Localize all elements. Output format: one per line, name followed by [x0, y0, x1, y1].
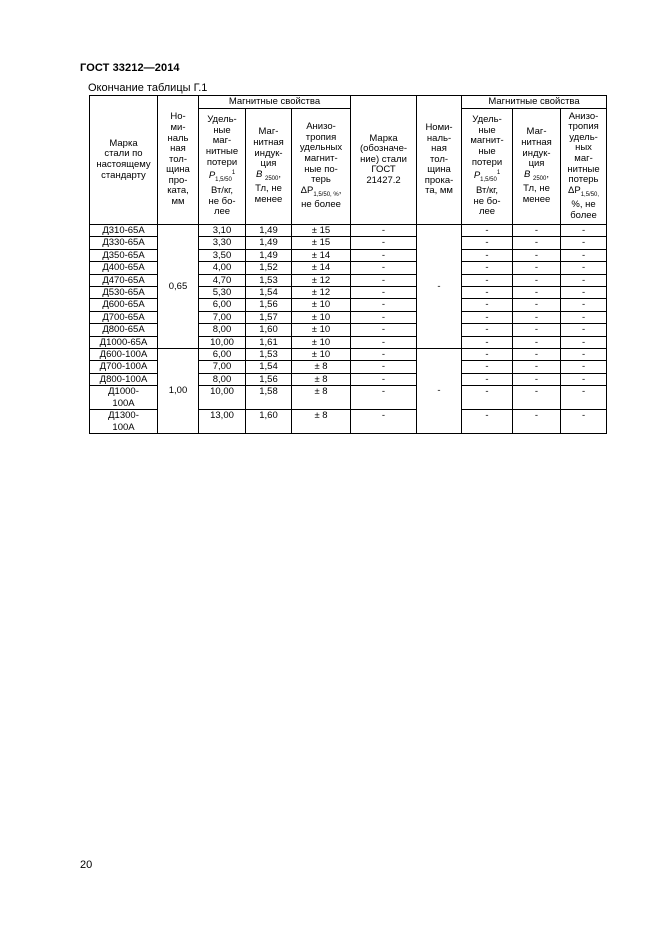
cell-gost-grade: - [351, 361, 417, 373]
cell-gost-anisotropy: - [561, 311, 607, 323]
col-header-gost-induction: Маг- нитная индук- ция B $_{2500}$, Тл, не менее [513, 109, 561, 225]
table-row [90, 349, 607, 361]
cell-gost-loss: - [462, 299, 513, 311]
cell-loss: 3,10 [199, 225, 246, 237]
cell-gost-induction: - [513, 274, 561, 286]
col-header-gost-grade: Марка (обозначе- ние) стали ГОСТ 21427.2 [351, 96, 417, 225]
cell-grade: Д1000- 100А [90, 386, 158, 410]
cell-gost-loss: - [462, 287, 513, 299]
cell-grade: Д600-65А [90, 299, 158, 311]
cell-gost-induction: - [513, 361, 561, 373]
cell-anisotropy: ± 10 [292, 336, 351, 348]
cell-gost-anisotropy: - [561, 287, 607, 299]
cell-grade: Д330-65А [90, 237, 158, 249]
table-body [90, 225, 607, 434]
cell-thickness: 1,00 [158, 349, 199, 434]
cell-grade: Д1300- 100А [90, 410, 158, 434]
cell-gost-anisotropy: - [561, 249, 607, 261]
cell-gost-induction: - [513, 386, 561, 410]
cell-grade: Д800-65А [90, 324, 158, 336]
steel-properties-table [89, 95, 607, 434]
cell-gost-grade: - [351, 274, 417, 286]
cell-gost-grade: - [351, 237, 417, 249]
cell-gost-loss: - [462, 262, 513, 274]
cell-gost-grade: - [351, 262, 417, 274]
cell-gost-induction: - [513, 373, 561, 385]
table-row [90, 225, 607, 237]
cell-induction: 1,61 [246, 336, 292, 348]
cell-gost-anisotropy: - [561, 361, 607, 373]
cell-loss: 5,30 [199, 287, 246, 299]
group-header-magnetic-left: Магнитные свойства [199, 96, 351, 109]
cell-gost-grade: - [351, 336, 417, 348]
cell-induction: 1,60 [246, 324, 292, 336]
cell-gost-loss: - [462, 373, 513, 385]
cell-gost-anisotropy: - [561, 262, 607, 274]
cell-grade: Д700-65А [90, 311, 158, 323]
cell-grade: Д600-100А [90, 349, 158, 361]
cell-grade: Д700-100А [90, 361, 158, 373]
cell-gost-anisotropy: - [561, 324, 607, 336]
cell-gost-anisotropy: - [561, 349, 607, 361]
group-header-magnetic-right: Магнитные свойства [462, 96, 607, 109]
document-title: ГОСТ 33212—2014 [80, 62, 180, 74]
col-header-gost-anisotropy: Анизо- тропия удель- ных маг- нитные потерь $\Delta P_{1,5/50,}$ %, не более [561, 109, 607, 225]
cell-anisotropy: ± 8 [292, 361, 351, 373]
cell-gost-anisotropy: - [561, 410, 607, 434]
cell-loss: 6,00 [199, 299, 246, 311]
cell-induction: 1,53 [246, 349, 292, 361]
cell-gost-anisotropy: - [561, 299, 607, 311]
table-caption: Окончание таблицы Г.1 [88, 82, 208, 94]
cell-induction: 1,49 [246, 237, 292, 249]
cell-gost-grade: - [351, 349, 417, 361]
cell-gost-induction: - [513, 262, 561, 274]
cell-anisotropy: ± 8 [292, 373, 351, 385]
cell-anisotropy: ± 8 [292, 386, 351, 410]
cell-induction: 1,57 [246, 311, 292, 323]
cell-anisotropy: ± 14 [292, 249, 351, 261]
cell-gost-anisotropy: - [561, 373, 607, 385]
cell-gost-grade: - [351, 410, 417, 434]
cell-induction: 1,49 [246, 225, 292, 237]
cell-gost-loss: - [462, 274, 513, 286]
cell-induction: 1,56 [246, 299, 292, 311]
cell-anisotropy: ± 12 [292, 274, 351, 286]
cell-induction: 1,49 [246, 249, 292, 261]
cell-grade: Д1000-65А [90, 336, 158, 348]
cell-gost-induction: - [513, 249, 561, 261]
cell-gost-anisotropy: - [561, 274, 607, 286]
cell-gost-grade: - [351, 373, 417, 385]
cell-loss: 3,50 [199, 249, 246, 261]
cell-loss: 3,30 [199, 237, 246, 249]
cell-induction: 1,54 [246, 287, 292, 299]
cell-gost-anisotropy: - [561, 225, 607, 237]
cell-anisotropy: ± 8 [292, 410, 351, 434]
cell-loss: 13,00 [199, 410, 246, 434]
cell-gost-induction: - [513, 237, 561, 249]
cell-thickness: 0,65 [158, 225, 199, 349]
cell-gost-induction: - [513, 299, 561, 311]
cell-anisotropy: ± 10 [292, 299, 351, 311]
cell-gost-loss: - [462, 311, 513, 323]
cell-loss: 6,00 [199, 349, 246, 361]
cell-grade: Д800-100А [90, 373, 158, 385]
cell-gost-thickness: - [417, 349, 462, 434]
cell-gost-induction: - [513, 324, 561, 336]
cell-gost-anisotropy: - [561, 386, 607, 410]
cell-anisotropy: ± 10 [292, 311, 351, 323]
cell-induction: 1,58 [246, 386, 292, 410]
cell-gost-induction: - [513, 225, 561, 237]
cell-grade: Д310-65А [90, 225, 158, 237]
cell-anisotropy: ± 14 [292, 262, 351, 274]
cell-gost-grade: - [351, 311, 417, 323]
col-header-grade: Марка стали по настоящему стандарту [90, 96, 158, 225]
cell-induction: 1,56 [246, 373, 292, 385]
cell-grade: Д350-65А [90, 249, 158, 261]
cell-gost-grade: - [351, 386, 417, 410]
cell-gost-induction: - [513, 349, 561, 361]
col-header-anisotropy: Анизо- тропия удельных магнит- ные по- терь $\Delta P_{1,5/50, \%}$, не более [292, 109, 351, 225]
cell-gost-grade: - [351, 287, 417, 299]
cell-gost-thickness: - [417, 225, 462, 349]
cell-gost-loss: - [462, 410, 513, 434]
cell-gost-grade: - [351, 249, 417, 261]
cell-loss: 7,00 [199, 361, 246, 373]
cell-grade: Д530-65А [90, 287, 158, 299]
cell-loss: 4,70 [199, 274, 246, 286]
cell-gost-anisotropy: - [561, 237, 607, 249]
cell-gost-induction: - [513, 287, 561, 299]
cell-loss: 4,00 [199, 262, 246, 274]
cell-grade: Д400-65А [90, 262, 158, 274]
cell-gost-loss: - [462, 237, 513, 249]
cell-loss: 8,00 [199, 324, 246, 336]
cell-anisotropy: ± 10 [292, 349, 351, 361]
cell-grade: Д470-65А [90, 274, 158, 286]
cell-gost-loss: - [462, 361, 513, 373]
cell-anisotropy: ± 15 [292, 237, 351, 249]
cell-gost-loss: - [462, 336, 513, 348]
cell-gost-grade: - [351, 324, 417, 336]
cell-anisotropy: ± 12 [292, 287, 351, 299]
col-header-thickness: Но- ми- наль ная тол- щина про- ката, мм [158, 96, 199, 225]
cell-induction: 1,60 [246, 410, 292, 434]
cell-gost-loss: - [462, 349, 513, 361]
col-header-induction: Маг- нитная индук- ция B $_{2500}$, Тл, не менее [246, 109, 292, 225]
cell-induction: 1,52 [246, 262, 292, 274]
cell-gost-loss: - [462, 225, 513, 237]
col-header-gost-loss: Удель- ные магнит- ные потери $P_{1,5/50}^1$ Вт/кг, не бо- лее [462, 109, 513, 225]
cell-induction: 1,54 [246, 361, 292, 373]
cell-gost-loss: - [462, 249, 513, 261]
col-header-loss: Удель- ные маг- нитные потери $P_{1,5/50}^1$ Вт/кг, не бо- лее [199, 109, 246, 225]
cell-loss: 7,00 [199, 311, 246, 323]
col-header-gost-thickness: Номи- наль- ная тол- щина прока- та, мм [417, 96, 462, 225]
cell-gost-grade: - [351, 299, 417, 311]
cell-gost-loss: - [462, 324, 513, 336]
cell-induction: 1,53 [246, 274, 292, 286]
cell-gost-loss: - [462, 386, 513, 410]
cell-loss: 10,00 [199, 386, 246, 410]
cell-loss: 8,00 [199, 373, 246, 385]
page-number: 20 [80, 859, 93, 871]
cell-gost-grade: - [351, 225, 417, 237]
cell-gost-induction: - [513, 311, 561, 323]
cell-gost-induction: - [513, 410, 561, 434]
cell-loss: 10,00 [199, 336, 246, 348]
cell-gost-anisotropy: - [561, 336, 607, 348]
cell-gost-induction: - [513, 336, 561, 348]
cell-anisotropy: ± 15 [292, 225, 351, 237]
cell-anisotropy: ± 10 [292, 324, 351, 336]
